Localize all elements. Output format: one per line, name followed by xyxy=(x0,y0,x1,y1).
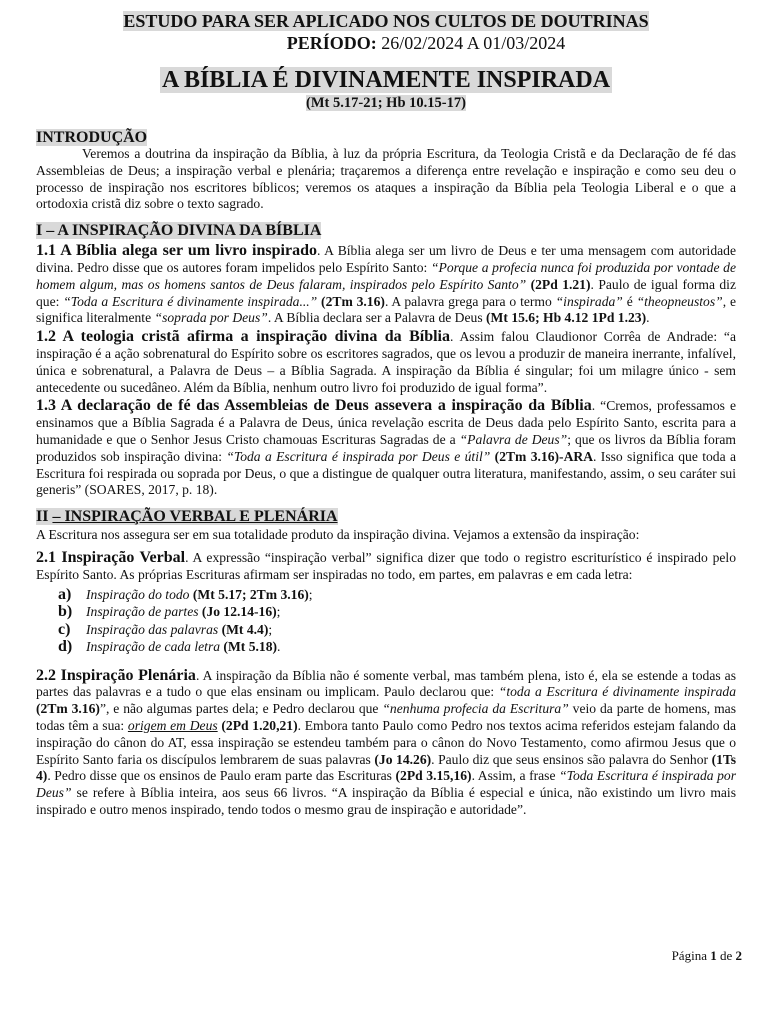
page-number xyxy=(672,948,742,964)
text: . Embora tanto Paulo como Pedro nos textos acima referidos estejam falando da inspiração do cânon do AT, essa inspiração se estendeu também para o cânon do Novo Testamento, como afirmou Jesus que o Espírito Santo faria os discípulos lembrarem de suas palavras xyxy=(36,717,736,767)
bible-ref: (Mt 5.18) xyxy=(220,639,278,655)
study-reference xyxy=(36,94,736,112)
paragraph-1-2 xyxy=(36,329,736,396)
quote: “Palavra de Deus” xyxy=(459,431,568,447)
quote: “soprada por Deus” xyxy=(154,310,268,326)
subheading-1-3: 1.3 A declaração de fé das Assembleias de Deus assevera a inspiração da Bíblia xyxy=(36,397,592,415)
bible-ref: (2Pd 1.20,21) xyxy=(217,717,298,733)
text: . A Bíblia alega ser um livro de Deus e ter uma mensagem com autoridade divina. Pedro disse que os autores foram impelidos pelo Espírito Santo: xyxy=(36,243,736,275)
header-line: ESTUDO PARA SER APLICADO NOS CULTOS DE DOUTRINAS xyxy=(123,11,649,31)
text: . A palavra grega para o termo xyxy=(384,293,556,309)
quote: “theopneustos” xyxy=(636,293,723,309)
text: é xyxy=(622,293,637,309)
quote: “Toda a Escritura é divinamente inspirada...” xyxy=(63,293,318,309)
document-page xyxy=(36,10,736,819)
list-text: Inspiração de cada letra xyxy=(86,639,221,655)
bible-ref: (2Pd 3.15,16) xyxy=(395,768,472,784)
text: . A inspiração da Bíblia não é somente verbal, mas também plena, isto é, ela se estende a todas as partes das palavras e a tudo o que elas ensinam ou implicam. Paulo declarou que: xyxy=(36,667,737,700)
text: veio da parte de homens, mas todas têm a sua: xyxy=(36,701,736,733)
quote: “nenhuma profecia da Escritura” xyxy=(382,701,569,717)
title-text: A BÍBLIA É DIVINAMENTE INSPIRADA xyxy=(161,67,611,93)
section1-heading-text: I – A INSPIRAÇÃO DIVINA DA BÍBLIA xyxy=(36,222,322,240)
list-item xyxy=(58,603,736,621)
list-letter: b) xyxy=(58,603,73,621)
bible-ref: (Mt 5.17; 2Tm 3.16) xyxy=(189,586,309,602)
subheading-2-1: 2.1 Inspiração Verbal xyxy=(36,548,186,566)
list-letter: c) xyxy=(58,620,71,638)
reference-text: (Mt 5.17-21; Hb 10.15-17) xyxy=(306,95,466,111)
text: . Assim falou Claudionor Corrêa de Andrade: “a inspiração é a ação sobrenatural do Espírito sobre os escritores sagrados, que os levou a produzir de maneira inerrante, infalível, única e sobrenatural, a Palavra de Deus – a Bíblia Sagrada. A inspiração da Bíblia é singular; foi um milagre único - sem antecedente ou sucedâneo. Além da Bíblia, nenhum outro livro foi produzido de igual forma”. xyxy=(36,329,736,395)
list-letter: d) xyxy=(58,638,73,656)
header-title xyxy=(36,10,736,32)
inspiration-list xyxy=(58,586,736,656)
list-item xyxy=(58,638,736,656)
subheading-1-1: 1.1 A Bíblia alega ser um livro inspirado xyxy=(36,242,317,260)
list-text: Inspiração do todo xyxy=(86,586,190,602)
quote: “toda a Escritura é divinamente inspirada xyxy=(498,684,736,700)
subheading-2-2: 2.2 Inspiração Plenária xyxy=(36,666,196,684)
paragraph-2-1 xyxy=(36,550,736,584)
text: ; xyxy=(308,586,313,602)
section2-intro: A Escritura nos assegura ser em sua totalidade produto da inspiração divina. Vejamos a extensão da inspiração: xyxy=(36,527,640,543)
intro-paragraph: Veremos a doutrina da inspiração da Bíblia, à luz da própria Escritura, da Teologia Cristã e da Declaração de fé das Assembleias de Deus; a inspiração verbal e plenária; traçaremos a diferença entre revelação e inspiração e como seu deu o processo de inspiração nos escritores bíblicos; veremos os ataques a inspiração da Bíblia pela Teologia Liberal e o que a ortodoxia cristã diz sobre o texto sagrado. xyxy=(36,146,736,212)
list-item xyxy=(58,621,736,639)
text: . Pedro disse que os ensinos de Paulo eram parte das Escrituras xyxy=(47,768,396,784)
bible-ref: (Mt 4.4) xyxy=(218,621,269,637)
period-value: 26/02/2024 A 01/03/2024 xyxy=(376,33,566,53)
text: . A Bíblia declara ser a Palavra de Deus xyxy=(267,310,487,326)
intro-heading-text: INTRODUÇÃO xyxy=(36,129,148,146)
list-text: Inspiração de partes xyxy=(86,604,199,620)
bible-ref: (2Pd 1.21) xyxy=(526,276,591,292)
quote: origem em Deus xyxy=(127,717,218,733)
period-line xyxy=(36,32,736,54)
text: . Assim, a frase xyxy=(471,768,560,784)
paragraph-1-3 xyxy=(36,398,736,499)
text: . Isso significa que toda a Escritura foi respirada ou soprada por Deus, o que a distingue de qualquer outra literatura, manifestando, assim, o seu caráter sui generis” (SOARES, 2017, p. 18). xyxy=(36,448,737,498)
list-text: Inspiração das palavras xyxy=(86,621,219,637)
period-label: PERÍODO: xyxy=(286,33,377,53)
text: . A expressão “inspiração verbal” significa dizer que todo o registro escriturístico é inspirado pelo Espírito Santo. As próprias Escrituras afirmam ser inspiradas no todo, em partes, em palavras e em cada letra: xyxy=(36,549,736,582)
page-mid: de xyxy=(716,948,736,963)
text: ; xyxy=(276,604,281,620)
bible-ref: (1Ts 4) xyxy=(36,751,736,784)
text: se refere à Bíblia inteira, aos seus 66 livros. “A inspiração da Bíblia é especial e única, não existindo um livro mais inspirado e outro menos inspirado, tendo todos o mesmo grau de inspiração e autoridade”. xyxy=(36,785,736,817)
quote: “inspirada” xyxy=(555,293,623,309)
text: . Paulo diz que seus ensinos são palavra do Senhor xyxy=(431,751,712,767)
text: . “Cremos, professamos e ensinamos que a Bíblia Sagrada é a Palavra de Deus, única revelação escrita de Deus dada pelo Espírito Santo, escrita para a humanidade e que o Senhor Jesus Cristo chamouas Escrituras Sagradas de a xyxy=(36,398,736,447)
paragraph-1-1 xyxy=(36,243,736,327)
page-prefix: Página xyxy=(671,948,711,963)
list-letter: a) xyxy=(58,585,72,603)
study-title xyxy=(36,66,736,94)
quote: “Porque a profecia nunca foi produzida por vontade de homem algum, mas os homens santos de Deus falaram, inspirados pelo Espírito Santo” xyxy=(36,259,736,292)
bible-ref: (2Tm 3.16) xyxy=(36,701,100,717)
list-item xyxy=(58,586,736,604)
text: . xyxy=(646,310,650,326)
paragraph-2-2 xyxy=(36,668,736,819)
bible-ref: (2Tm 3.16) xyxy=(317,293,385,309)
bible-ref: (2Tm 3.16)-ARA xyxy=(490,448,594,464)
text: ; xyxy=(268,621,273,637)
section1-heading xyxy=(36,221,736,241)
section2-heading-a: II xyxy=(36,508,53,526)
bible-ref: (Jo 12.14-16) xyxy=(198,604,277,620)
subheading-1-2: 1.2 A teologia cristã afirma a inspiração divina da Bíblia xyxy=(36,328,450,346)
page-total: 2 xyxy=(735,948,742,963)
bible-ref: (Jo 14.26) xyxy=(374,751,432,767)
text: ”, e não algumas partes dela; e Pedro declarou que xyxy=(99,701,383,717)
section2-heading-b: – INSPIRAÇÃO VERBAL E PLENÁRIA xyxy=(52,508,338,526)
text: . xyxy=(277,639,281,655)
text: ; que os livros da Bíblia foram produzidos sob inspiração divina: xyxy=(36,431,736,464)
quote: “Toda a Escritura é inspirada por Deus e útil” xyxy=(226,448,491,464)
text: . Paulo de igual forma diz que: xyxy=(36,276,736,309)
quote: “Toda Escritura é inspirada por Deus” xyxy=(36,768,736,801)
page-current: 1 xyxy=(710,948,717,963)
section2-heading xyxy=(36,507,736,527)
bible-ref: (Mt 15.6; Hb 4.12 1Pd 1.23) xyxy=(486,310,647,326)
text: , e significa literalmente xyxy=(36,293,736,326)
intro-heading xyxy=(36,128,736,148)
